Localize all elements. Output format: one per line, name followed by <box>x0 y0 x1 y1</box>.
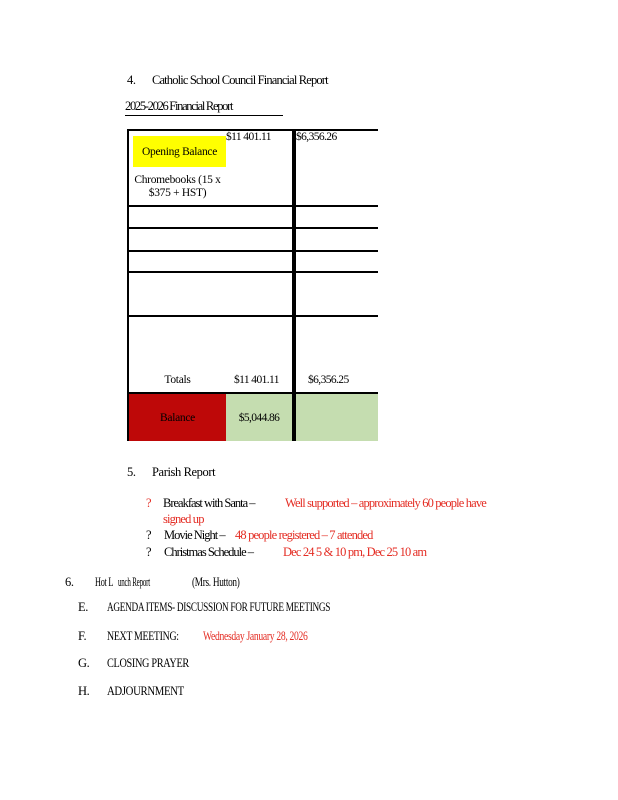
section-5-number: 5. <box>127 465 136 479</box>
table-row-empty <box>128 228 378 251</box>
bullet-marker: ? <box>146 528 152 542</box>
totals-amount1-cell <box>226 316 294 393</box>
section-5-title: Parish Report <box>152 465 216 479</box>
table-row-empty <box>128 272 378 316</box>
chromebooks-label: Chromebooks (15 x $375 + HST) <box>134 174 221 199</box>
opening-balance-highlight <box>133 136 226 167</box>
agenda-letter: F. <box>78 629 87 643</box>
balance-label-cell <box>128 393 226 441</box>
balance-empty-cell <box>294 393 378 441</box>
table-row-empty <box>128 206 378 228</box>
totals-amount2-cell <box>294 316 378 393</box>
bullet-marker: ? <box>146 496 152 510</box>
totals-label-cell <box>128 316 226 393</box>
section-6-number: 6. <box>65 575 74 589</box>
chromebooks-amount: $6,356.26 <box>296 131 337 143</box>
bullet-text: Breakfast with Santa – <box>163 496 255 510</box>
balance-amount-cell <box>226 393 294 441</box>
financial-report-table <box>127 129 378 441</box>
agenda-letter: H. <box>78 684 90 698</box>
table-row-empty <box>128 251 378 272</box>
totals-amount2: $6,356.25 <box>308 374 349 386</box>
bullet-marker: ? <box>146 545 152 559</box>
balance-amount: $5,044.86 <box>238 411 280 424</box>
bullet-text: Christmas Schedule – <box>164 545 254 559</box>
agenda-letter: G. <box>78 656 90 670</box>
bullet-text: Movie Night – <box>164 528 225 542</box>
opening-balance-amount: $11 401.11 <box>226 131 271 143</box>
table-row-balance <box>128 393 378 441</box>
bullet-note-red: 48 people registered – 7 attended <box>235 528 373 542</box>
opening-balance-cell <box>128 130 226 206</box>
opening-balance-amount-cell <box>226 130 294 206</box>
document-page: 4. Catholic School Council Financial Report 2025-2026 Financial Report Opening Balance Chromebooks (15 x $375 + HST) $11 401.11 $6,356.26 Totals $11 401.11 $6,356.25 Balance $5,044.86 5. Parish Report ? Breakfast with Santa – Well supported – approximately 60 people have signed up ? Movie Night – 48 people registered – 7 attended ? Christmas Schedule – Dec 24 5 & 10 pm, Dec 25 10 am 6. Hot L unch Report (Mrs. Hutton) E. AGENDA ITEMS- DISCUSSION FOR FUTURE MEETINGS F. NEXT MEETING: Wednesday January 28, 2026 G. CLOSING PRAYER H. ADJOURNMENT <box>0 0 618 800</box>
table-row-opening <box>128 130 378 206</box>
section-4-number: 4. <box>127 73 136 87</box>
chromebooks-amount-cell <box>294 130 378 206</box>
bullet-note-red-cont: signed up <box>163 512 204 526</box>
section-4-title: Catholic School Council Financial Report <box>152 73 328 87</box>
bullet-note-red: Dec 24 5 & 10 pm, Dec 25 10 am <box>283 545 427 559</box>
bullet-note-red: Well supported – approximately 60 people have <box>285 496 486 510</box>
totals-amount1: $11 401.11 <box>234 374 279 386</box>
totals-label: Totals <box>164 374 191 386</box>
agenda-letter: E. <box>78 600 88 614</box>
balance-label: Balance <box>160 411 195 424</box>
table-row-totals <box>128 316 378 393</box>
opening-balance-label: Opening Balance <box>141 145 217 158</box>
